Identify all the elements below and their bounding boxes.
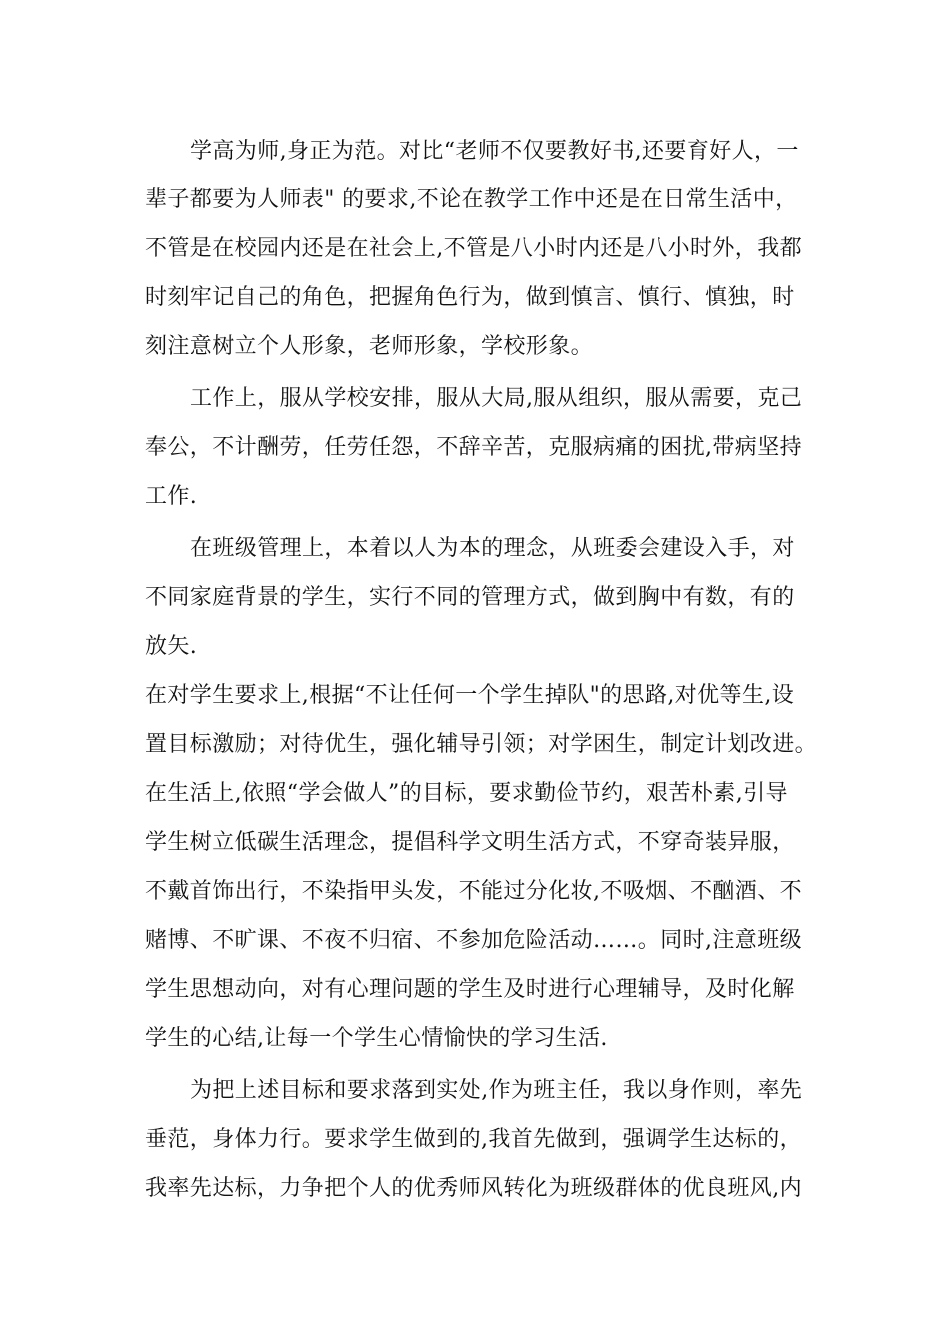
text-line: 学生思想动向，对有心理问题的学生及时进行心理辅导，及时化解 [145,977,795,1002]
text-line: 垂范，身体力行。要求学生做到的,我首先做到，强调学生达标的， [145,1127,802,1152]
text-line: 在班级管理上，本着以人为本的理念，从班委会建设入手，对 [190,536,795,561]
text-line: 置目标激励；对待优生，强化辅导引领；对学困生，制定计划改进。 [145,732,818,757]
text-line: 赌博、不旷课、不夜不归宿、不参加危险活动……。同时,注意班级 [145,928,802,953]
text-line: 不管是在校园内还是在社会上,不管是八小时内还是八小时外，我都 [145,236,802,261]
text-line: 时刻牢记自己的角色，把握角色行为，做到慎言、慎行、慎独，时 [145,285,795,310]
text-line: 学高为师,身正为范。对比“老师不仅要教好书,还要育好人，一 [190,139,799,164]
text-line: 辈子都要为人师表" 的要求,不论在教学工作中还是在日常生活中， [145,187,798,212]
text-line: 放矢. [145,634,198,659]
text-line: 刻注意树立个人形象，老师形象，学校形象。 [145,334,594,359]
text-line: 在对学生要求上,根据“不让任何一个学生掉队"的思路,对优等生,设 [145,683,795,708]
text-line: 工作. [145,484,198,509]
text-line: 学生树立低碳生活理念，提倡科学文明生活方式，不穿奇装异服， [145,830,795,855]
text-line: 工作上，服从学校安排，服从大局,服从组织，服从需要，克己 [190,386,803,411]
text-line: 学生的心结,让每一个学生心情愉快的学习生活. [145,1026,608,1051]
text-line: 不同家庭背景的学生，实行不同的管理方式，做到胸中有数，有的 [145,585,795,610]
text-line: 在生活上,依照“学会做人”的目标，要求勤俭节约，艰苦朴素,引导 [145,781,788,806]
text-line: 奉公，不计酬劳，任劳任怨，不辞辛苦，克服病痛的困扰,带病坚持 [145,435,802,460]
text-line: 我率先达标，力争把个人的优秀师风转化为班级群体的优良班风,内 [145,1176,802,1201]
text-line: 为把上述目标和要求落到实处,作为班主任，我以身作则，率先 [190,1078,803,1103]
text-line: 不戴首饰出行，不染指甲头发，不能过分化妆,不吸烟、不酗酒、不 [145,879,802,904]
